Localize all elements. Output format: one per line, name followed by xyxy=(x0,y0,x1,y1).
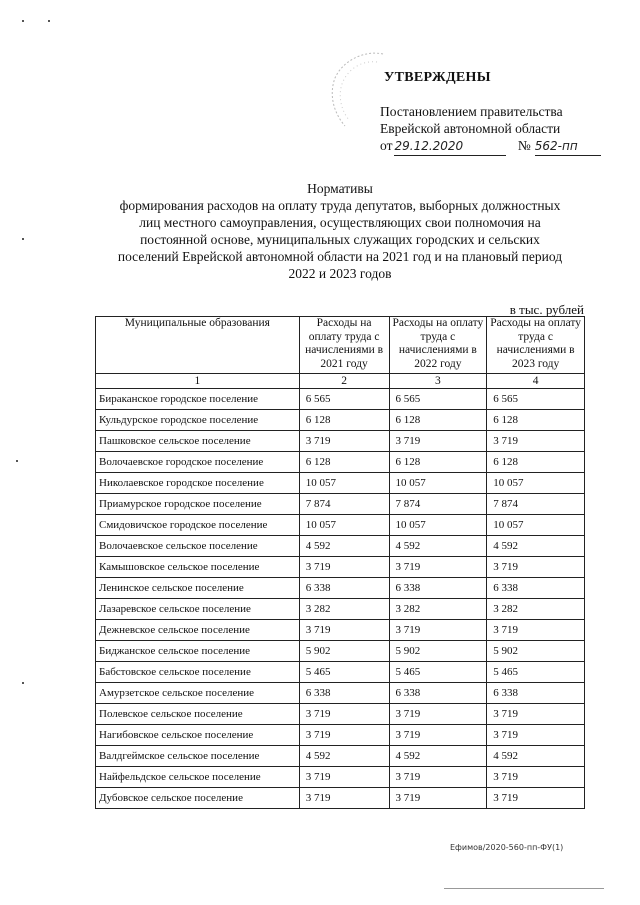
value-2023: 3 719 xyxy=(487,725,585,746)
table-row xyxy=(96,473,585,494)
table-row xyxy=(96,662,585,683)
scan-mark xyxy=(48,20,50,22)
header-2021: Расходы на оплату труда с начислениями в 2021 году xyxy=(299,317,389,374)
title-line-2: формирования расходов на оплату труда депутатов, выборных должностных xyxy=(119,198,561,213)
municipality-name: Дубовское сельское поселение xyxy=(96,788,300,809)
value-2023: 6 338 xyxy=(487,683,585,704)
value-2022: 6 128 xyxy=(389,410,487,431)
table-row xyxy=(96,410,585,431)
value-2022: 3 719 xyxy=(389,557,487,578)
value-2023: 4 592 xyxy=(487,746,585,767)
value-2021: 3 719 xyxy=(299,431,389,452)
decree-reference xyxy=(380,103,601,156)
value-2022: 10 057 xyxy=(389,515,487,536)
table-row xyxy=(96,494,585,515)
value-2021: 6 128 xyxy=(299,410,389,431)
value-2023: 5 902 xyxy=(487,641,585,662)
value-2022: 7 874 xyxy=(389,494,487,515)
table-row xyxy=(96,599,585,620)
value-2023: 6 565 xyxy=(487,389,585,410)
municipality-name: Волочаевское сельское поселение xyxy=(96,536,300,557)
table-row xyxy=(96,431,585,452)
document-code: Ефимов/2020-560-пп-ФУ(1) xyxy=(450,843,564,852)
approved-heading: УТВЕРЖДЕНЫ xyxy=(384,70,491,85)
table-row xyxy=(96,746,585,767)
value-2022: 3 282 xyxy=(389,599,487,620)
column-number: 1 xyxy=(96,374,300,389)
table-row xyxy=(96,557,585,578)
value-2022: 6 338 xyxy=(389,683,487,704)
title-line-4: постоянной основе, муниципальных служащих городских и сельских xyxy=(140,232,540,247)
table-row xyxy=(96,704,585,725)
table-row xyxy=(96,767,585,788)
municipality-name: Ленинское сельское поселение xyxy=(96,578,300,599)
value-2023: 3 719 xyxy=(487,704,585,725)
value-2021: 3 719 xyxy=(299,620,389,641)
municipality-name: Кульдурское городское поселение xyxy=(96,410,300,431)
table-row xyxy=(96,620,585,641)
value-2021: 3 719 xyxy=(299,767,389,788)
value-2021: 3 282 xyxy=(299,599,389,620)
value-2022: 3 719 xyxy=(389,725,487,746)
table-row xyxy=(96,578,585,599)
title-line-1: Нормативы xyxy=(307,181,373,196)
decree-line-2: Еврейской автономной области xyxy=(380,121,561,136)
table-row xyxy=(96,389,585,410)
title-line-3: лиц местного самоуправления, осуществляющих свои полномочия на xyxy=(139,215,541,230)
value-2023: 3 719 xyxy=(487,431,585,452)
value-2022: 6 128 xyxy=(389,452,487,473)
document-title xyxy=(96,180,584,282)
column-number-row xyxy=(96,374,585,389)
value-2021: 3 719 xyxy=(299,788,389,809)
value-2022: 6 338 xyxy=(389,578,487,599)
value-2021: 10 057 xyxy=(299,515,389,536)
value-2021: 6 338 xyxy=(299,683,389,704)
date-prefix: от xyxy=(380,138,393,153)
number-prefix: № xyxy=(517,138,531,153)
municipality-name: Приамурское городское поселение xyxy=(96,494,300,515)
municipality-name: Лазаревское сельское поселение xyxy=(96,599,300,620)
value-2021: 6 338 xyxy=(299,578,389,599)
value-2022: 5 465 xyxy=(389,662,487,683)
value-2022: 10 057 xyxy=(389,473,487,494)
value-2023: 3 719 xyxy=(487,557,585,578)
table-row xyxy=(96,536,585,557)
decree-date-number xyxy=(380,137,601,156)
title-line-5: поселений Еврейской автономной области на 2021 год и на плановый период xyxy=(117,249,563,264)
value-2023: 3 719 xyxy=(487,620,585,641)
scan-mark xyxy=(22,682,24,684)
value-2023: 4 592 xyxy=(487,536,585,557)
value-2021: 3 719 xyxy=(299,704,389,725)
column-number: 2 xyxy=(299,374,389,389)
value-2022: 3 719 xyxy=(389,620,487,641)
table-row xyxy=(96,683,585,704)
value-2022: 6 565 xyxy=(389,389,487,410)
decree-line-1: Постановлением правительства xyxy=(380,104,563,119)
header-municipality: Муниципальные образования xyxy=(96,317,300,374)
value-2021: 5 902 xyxy=(299,641,389,662)
unit-label: в тыс. рублей xyxy=(509,302,584,317)
municipality-name: Нагибовское сельское поселение xyxy=(96,725,300,746)
municipality-name: Бабстовское сельское поселение xyxy=(96,662,300,683)
value-2023: 10 057 xyxy=(487,515,585,536)
table-row xyxy=(96,452,585,473)
table-body xyxy=(96,389,585,809)
municipality-name: Камышовское сельское поселение xyxy=(96,557,300,578)
value-2021: 10 057 xyxy=(299,473,389,494)
bottom-rule xyxy=(444,888,604,889)
municipality-name: Дежневское сельское поселение xyxy=(96,620,300,641)
value-2022: 4 592 xyxy=(389,536,487,557)
column-number: 3 xyxy=(389,374,487,389)
table-row xyxy=(96,641,585,662)
scan-mark xyxy=(16,460,18,462)
value-2022: 3 719 xyxy=(389,431,487,452)
table-row xyxy=(96,515,585,536)
value-2021: 4 592 xyxy=(299,536,389,557)
value-2023: 3 719 xyxy=(487,767,585,788)
scan-mark xyxy=(22,20,24,22)
value-2023: 6 128 xyxy=(487,410,585,431)
municipality-name: Николаевское городское поселение xyxy=(96,473,300,494)
value-2023: 10 057 xyxy=(487,473,585,494)
header-2023: Расходы на оплату труда с начислениями в 2023 году xyxy=(487,317,585,374)
value-2021: 7 874 xyxy=(299,494,389,515)
municipality-name: Полевское сельское поселение xyxy=(96,704,300,725)
title-line-6: 2022 и 2023 годов xyxy=(288,266,392,281)
municipality-name: Валдгеймское сельское поселение xyxy=(96,746,300,767)
value-2023: 3 719 xyxy=(487,788,585,809)
handwritten-date: 29.12.2020 xyxy=(394,138,506,156)
table-header-row xyxy=(96,317,585,374)
municipality-name: Биджанское сельское поселение xyxy=(96,641,300,662)
value-2022: 3 719 xyxy=(389,704,487,725)
column-number: 4 xyxy=(487,374,585,389)
municipality-name: Амурзетское сельское поселение xyxy=(96,683,300,704)
municipality-name: Пашковское сельское поселение xyxy=(96,431,300,452)
municipality-name: Волочаевское городское поселение xyxy=(96,452,300,473)
table-row xyxy=(96,788,585,809)
value-2022: 3 719 xyxy=(389,767,487,788)
value-2021: 3 719 xyxy=(299,557,389,578)
norms-table xyxy=(95,316,585,809)
value-2021: 5 465 xyxy=(299,662,389,683)
header-2022: Расходы на оплату труда с начислениями в 2022 году xyxy=(389,317,487,374)
value-2023: 5 465 xyxy=(487,662,585,683)
handwritten-number: 562-пп xyxy=(535,138,601,156)
value-2022: 4 592 xyxy=(389,746,487,767)
value-2022: 5 902 xyxy=(389,641,487,662)
value-2021: 6 128 xyxy=(299,452,389,473)
municipality-name: Смидовичское городское поселение xyxy=(96,515,300,536)
value-2023: 6 128 xyxy=(487,452,585,473)
table-row xyxy=(96,725,585,746)
scan-mark xyxy=(22,238,24,240)
value-2022: 3 719 xyxy=(389,788,487,809)
value-2021: 6 565 xyxy=(299,389,389,410)
value-2021: 4 592 xyxy=(299,746,389,767)
municipality-name: Найфельдское сельское поселение xyxy=(96,767,300,788)
value-2021: 3 719 xyxy=(299,725,389,746)
value-2023: 6 338 xyxy=(487,578,585,599)
value-2023: 7 874 xyxy=(487,494,585,515)
value-2023: 3 282 xyxy=(487,599,585,620)
municipality-name: Бираканское городское поселение xyxy=(96,389,300,410)
